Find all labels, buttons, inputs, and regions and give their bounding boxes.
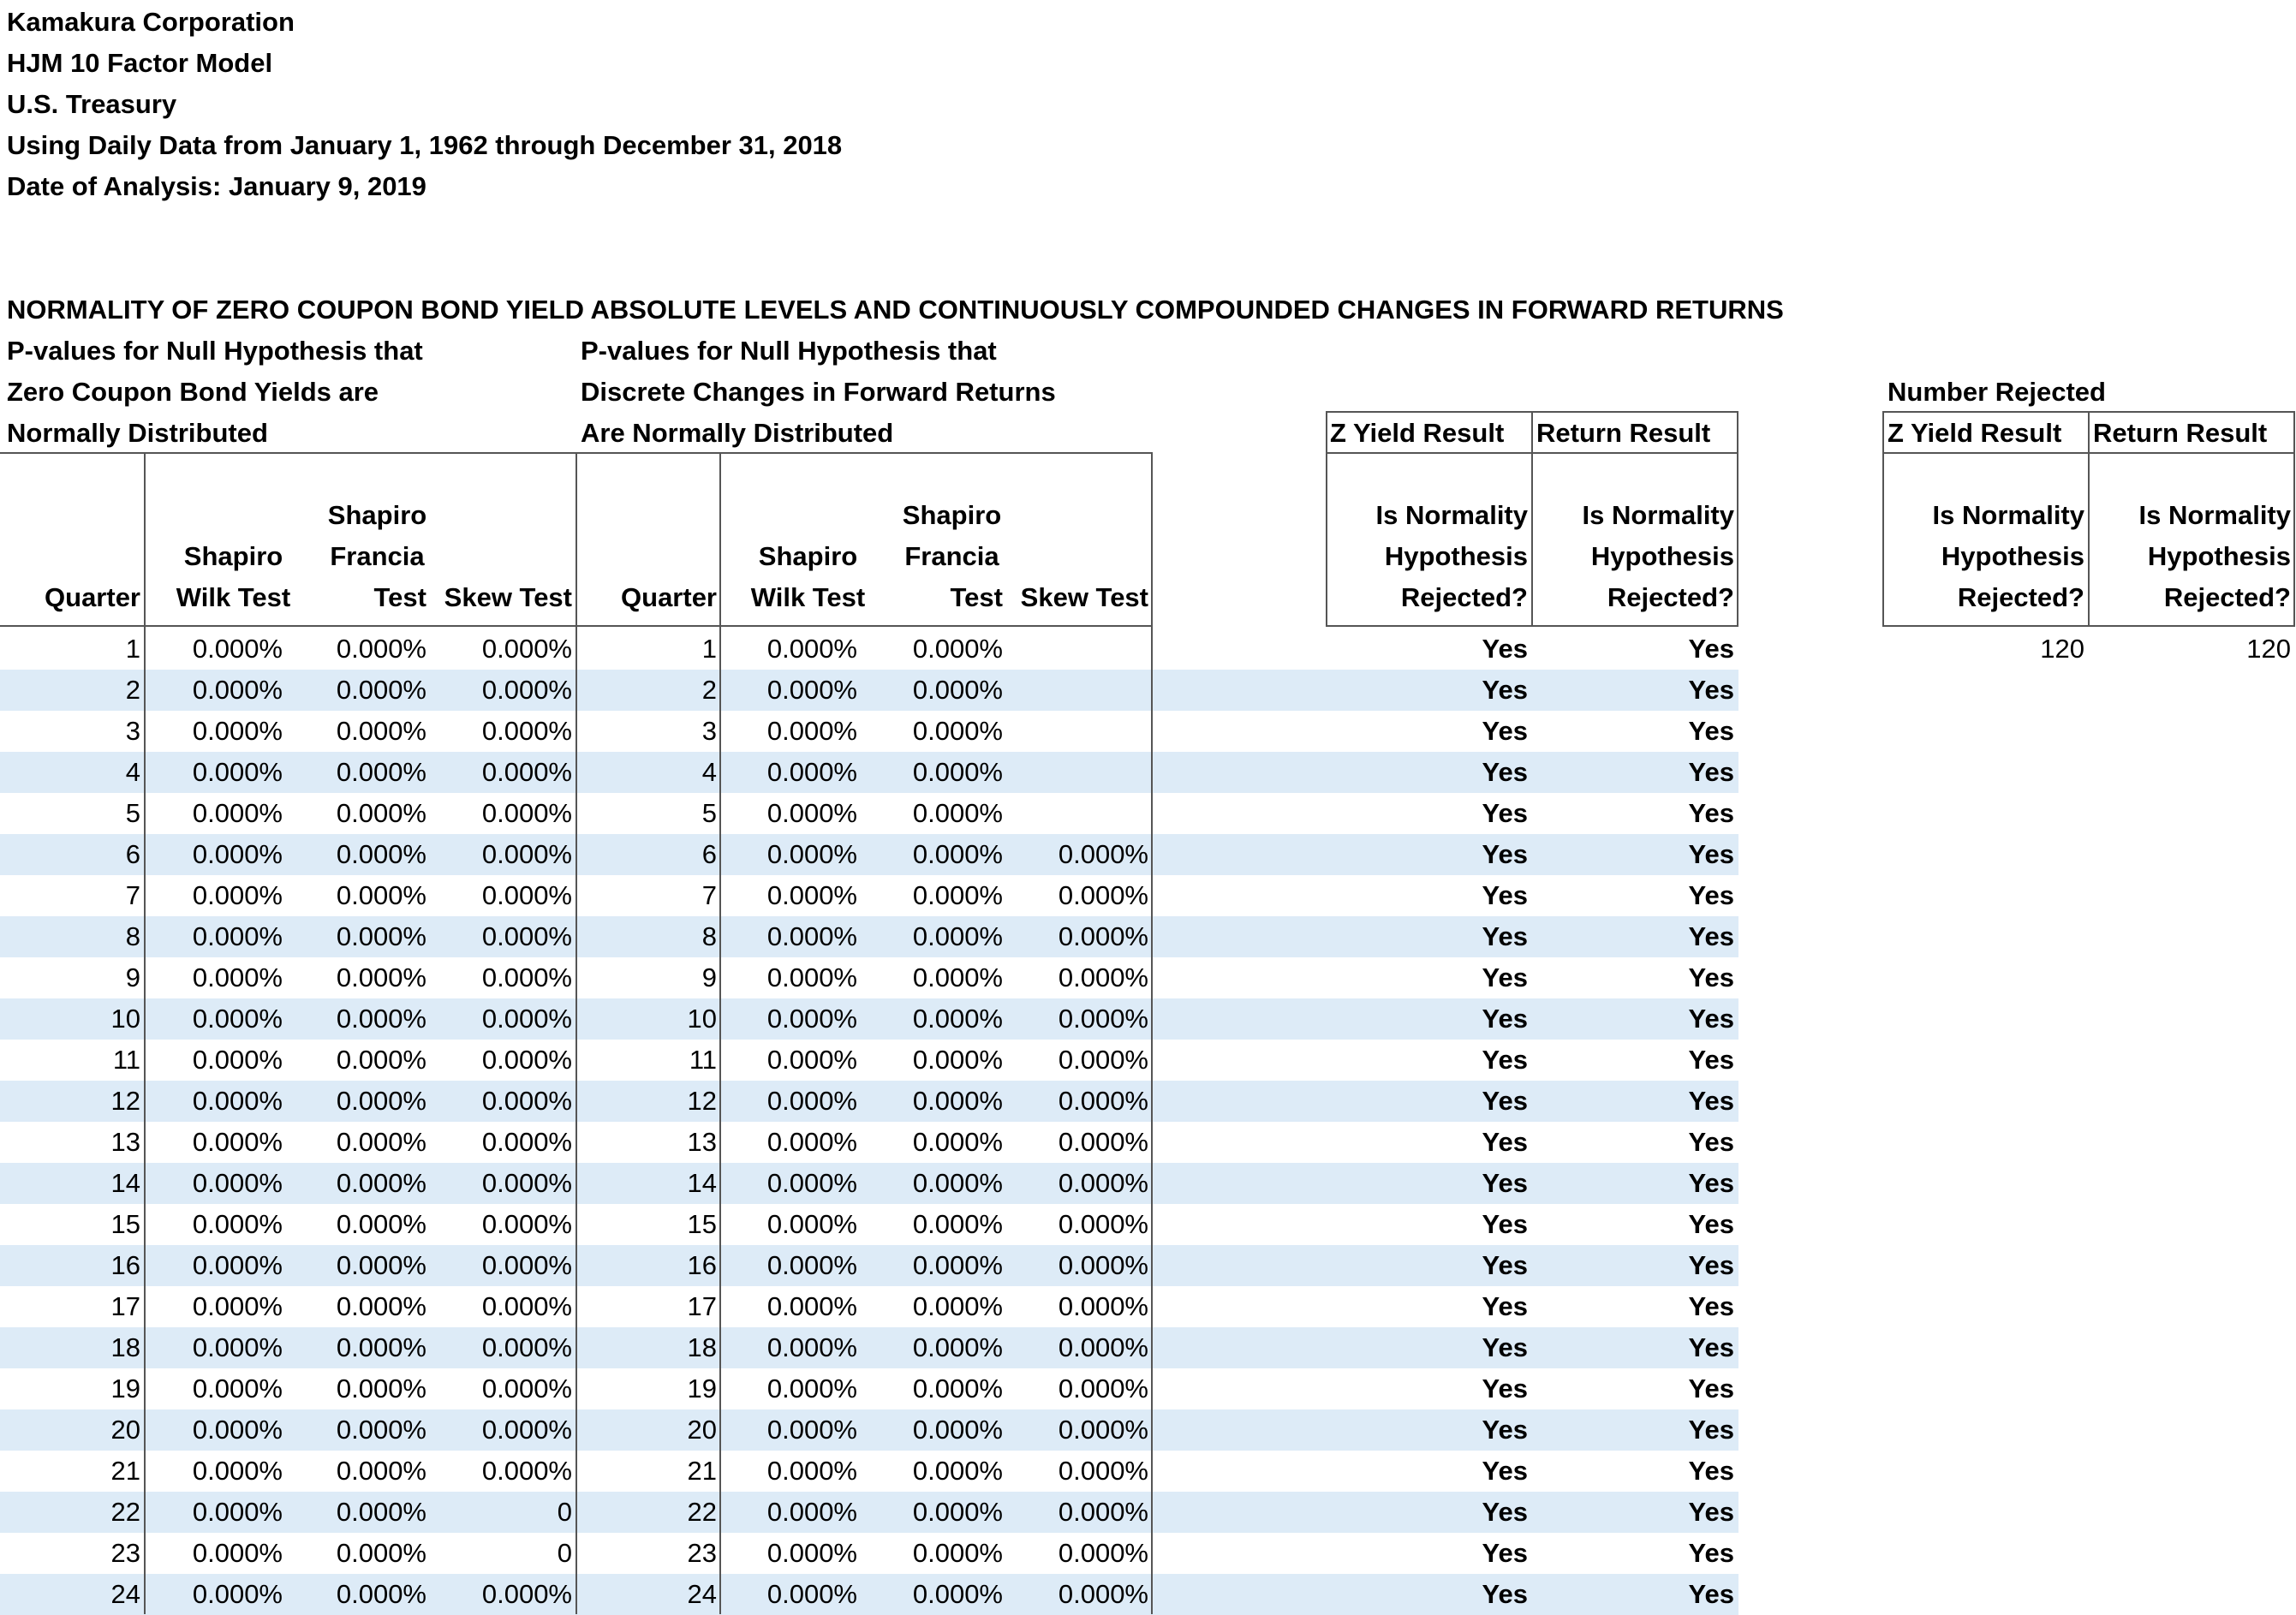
quarter-cell: 14 bbox=[110, 1168, 140, 1198]
grid-line bbox=[575, 452, 577, 1614]
skew-test-cell-2: 0.000% bbox=[1058, 1045, 1148, 1075]
shapiro-francia-header-2b: Francia bbox=[904, 541, 999, 571]
skew-test-cell-2: 0.000% bbox=[1058, 1374, 1148, 1403]
skew-test-cell-2 bbox=[1008, 670, 1148, 711]
z-yield-result-cell: Yes bbox=[1482, 1415, 1528, 1445]
z-yield-result-header: Z Yield Result bbox=[1330, 418, 1505, 448]
return-result-cell: Yes bbox=[1688, 1168, 1734, 1198]
shapiro-francia-cell: 0.000% bbox=[336, 1168, 426, 1198]
grid-line bbox=[1151, 452, 1153, 1614]
shapiro-wilk-cell: 0.000% bbox=[192, 1374, 283, 1403]
shapiro-francia-cell-2: 0.000% bbox=[912, 757, 1003, 787]
skew-test-cell: 0.000% bbox=[481, 921, 572, 951]
shapiro-francia-cell: 0.000% bbox=[336, 1374, 426, 1403]
return-result-cell: Yes bbox=[1688, 798, 1734, 828]
skew-test-cell: 0.000% bbox=[481, 675, 572, 705]
shapiro-wilk-cell-2: 0.000% bbox=[766, 1004, 857, 1034]
z-yield-result-cell: Yes bbox=[1482, 962, 1528, 992]
shapiro-wilk-cell-2: 0.000% bbox=[766, 962, 857, 992]
quarter-cell: 23 bbox=[110, 1538, 140, 1568]
number-box-border bbox=[1882, 411, 1884, 627]
shapiro-wilk-cell: 0.000% bbox=[192, 1291, 283, 1321]
skew-test-cell-2: 0.000% bbox=[1058, 921, 1148, 951]
skew-test-cell-2: 0.000% bbox=[1058, 1209, 1148, 1239]
shapiro-francia-cell-2: 0.000% bbox=[912, 1250, 1003, 1280]
quarter-cell: 5 bbox=[125, 798, 140, 828]
shapiro-wilk-cell: 0.000% bbox=[192, 1579, 283, 1609]
quarter-cell: 21 bbox=[110, 1456, 140, 1486]
quarter-header-2: Quarter bbox=[621, 582, 717, 612]
company-name: Kamakura Corporation bbox=[7, 7, 295, 37]
z-yield-result-cell: Yes bbox=[1482, 839, 1528, 869]
shapiro-francia-cell: 0.000% bbox=[336, 1045, 426, 1075]
shapiro-francia-cell-2: 0.000% bbox=[912, 675, 1003, 705]
skew-test-cell: 0.000% bbox=[481, 1168, 572, 1198]
quarter-cell: 24 bbox=[110, 1579, 140, 1609]
number-rejected-label: Number Rejected bbox=[1887, 377, 2106, 407]
quarter-cell-2: 22 bbox=[687, 1497, 717, 1527]
shapiro-francia-cell: 0.000% bbox=[336, 675, 426, 705]
return-result-header-2: Return Result bbox=[2093, 418, 2268, 448]
quarter-cell-2: 23 bbox=[687, 1538, 717, 1568]
quarter-cell-2: 11 bbox=[689, 1045, 717, 1075]
z-yield-result-cell: Yes bbox=[1482, 1332, 1528, 1362]
quarter-cell: 4 bbox=[125, 757, 140, 787]
shapiro-francia-cell-2: 0.000% bbox=[912, 921, 1003, 951]
return-result-cell: Yes bbox=[1688, 1415, 1734, 1445]
skew-test-cell: 0.000% bbox=[481, 1374, 572, 1403]
quarter-cell: 12 bbox=[110, 1086, 140, 1116]
shapiro-wilk-cell-2: 0.000% bbox=[766, 1291, 857, 1321]
shapiro-wilk-cell-2: 0.000% bbox=[766, 1086, 857, 1116]
skew-test-cell: 0.000% bbox=[481, 757, 572, 787]
shapiro-francia-cell-2: 0.000% bbox=[912, 1045, 1003, 1075]
z-yield-result-cell: Yes bbox=[1482, 880, 1528, 910]
skew-test-cell-2: 0.000% bbox=[1058, 1086, 1148, 1116]
analysis-date: Date of Analysis: January 9, 2019 bbox=[7, 171, 426, 201]
shapiro-francia-cell: 0.000% bbox=[336, 1579, 426, 1609]
section-title: NORMALITY OF ZERO COUPON BOND YIELD ABSOLUTE LEVELS AND CONTINUOUSLY COMPOUNDED CHANGES IN FORWARD RETURNS bbox=[7, 295, 1784, 325]
quarter-cell-2: 18 bbox=[687, 1332, 717, 1362]
shapiro-wilk-cell-2: 0.000% bbox=[766, 1209, 857, 1239]
skew-test-cell-2 bbox=[1008, 752, 1148, 793]
shapiro-wilk-cell: 0.000% bbox=[192, 1209, 283, 1239]
shapiro-francia-cell-2: 0.000% bbox=[912, 1127, 1003, 1157]
shapiro-wilk-cell-2: 0.000% bbox=[766, 880, 857, 910]
return-result-cell: Yes bbox=[1688, 634, 1734, 664]
is-normality-header-2b: Hypothesis bbox=[1590, 541, 1734, 571]
skew-test-cell-2: 0.000% bbox=[1058, 1291, 1148, 1321]
shapiro-francia-header-1: Shapiro bbox=[327, 500, 427, 530]
shapiro-francia-cell: 0.000% bbox=[336, 1497, 426, 1527]
z-yield-result-cell: Yes bbox=[1482, 921, 1528, 951]
quarter-cell-2: 24 bbox=[687, 1579, 717, 1609]
return-result-cell: Yes bbox=[1688, 1538, 1734, 1568]
quarter-cell: 18 bbox=[110, 1332, 140, 1362]
quarter-cell: 3 bbox=[125, 716, 140, 746]
shapiro-francia-cell-2: 0.000% bbox=[912, 1209, 1003, 1239]
skew-test-cell-2: 0.000% bbox=[1058, 1250, 1148, 1280]
z-yield-result-cell: Yes bbox=[1482, 1456, 1528, 1486]
shapiro-wilk-header-1b: Shapiro bbox=[758, 541, 858, 571]
shapiro-francia-header-3b: Test bbox=[950, 582, 1003, 612]
shapiro-francia-cell-2: 0.000% bbox=[912, 1456, 1003, 1486]
return-result-cell: Yes bbox=[1688, 1127, 1734, 1157]
shapiro-francia-cell-2: 0.000% bbox=[912, 1004, 1003, 1034]
skew-test-cell: 0.000% bbox=[481, 1579, 572, 1609]
is-normality-header-3b: Rejected? bbox=[1607, 582, 1734, 612]
quarter-cell-2: 10 bbox=[687, 1004, 717, 1034]
return-result-cell: Yes bbox=[1688, 880, 1734, 910]
quarter-cell: 19 bbox=[110, 1374, 140, 1403]
quarter-cell-2: 4 bbox=[701, 757, 717, 787]
shapiro-wilk-cell: 0.000% bbox=[192, 962, 283, 992]
return-result-cell: Yes bbox=[1688, 1004, 1734, 1034]
skew-test-cell: 0.000% bbox=[481, 1004, 572, 1034]
skew-test-cell: 0.000% bbox=[481, 1127, 572, 1157]
shapiro-francia-cell: 0.000% bbox=[336, 962, 426, 992]
shapiro-wilk-cell: 0.000% bbox=[192, 1538, 283, 1568]
quarter-cell-2: 1 bbox=[701, 634, 717, 664]
shapiro-francia-cell-2: 0.000% bbox=[912, 634, 1003, 664]
quarter-cell-2: 17 bbox=[687, 1291, 717, 1321]
shapiro-francia-cell: 0.000% bbox=[336, 1415, 426, 1445]
quarter-cell: 17 bbox=[110, 1291, 140, 1321]
quarter-cell: 1 bbox=[125, 634, 140, 664]
shapiro-francia-cell-2: 0.000% bbox=[912, 798, 1003, 828]
return-result-cell: Yes bbox=[1688, 1045, 1734, 1075]
quarter-cell-2: 5 bbox=[701, 798, 717, 828]
shapiro-francia-cell-2: 0.000% bbox=[912, 880, 1003, 910]
shapiro-wilk-cell-2: 0.000% bbox=[766, 1250, 857, 1280]
shapiro-wilk-cell: 0.000% bbox=[192, 1086, 283, 1116]
return-result-cell: Yes bbox=[1688, 1209, 1734, 1239]
number-rejected-z-yield: 120 bbox=[2040, 634, 2084, 664]
shapiro-wilk-cell-2: 0.000% bbox=[766, 839, 857, 869]
skew-test-cell-2: 0.000% bbox=[1058, 1579, 1148, 1609]
shapiro-wilk-cell-2: 0.000% bbox=[766, 1497, 857, 1527]
return-result-cell: Yes bbox=[1688, 1250, 1734, 1280]
skew-test-cell: 0.000% bbox=[481, 1456, 572, 1486]
shapiro-francia-header-2: Francia bbox=[330, 541, 425, 571]
skew-test-cell: 0.000% bbox=[481, 1291, 572, 1321]
shapiro-francia-cell: 0.000% bbox=[336, 1456, 426, 1486]
shapiro-francia-cell: 0.000% bbox=[336, 757, 426, 787]
shapiro-wilk-cell-2: 0.000% bbox=[766, 1127, 857, 1157]
skew-test-cell: 0.000% bbox=[481, 962, 572, 992]
skew-test-cell-2: 0.000% bbox=[1058, 880, 1148, 910]
shapiro-francia-cell: 0.000% bbox=[336, 1127, 426, 1157]
mid-caption-line: Are Normally Distributed bbox=[581, 418, 894, 448]
z-yield-result-cell: Yes bbox=[1482, 634, 1528, 664]
quarter-cell: 11 bbox=[112, 1045, 140, 1075]
is-normality-header-3: Rejected? bbox=[1400, 582, 1528, 612]
shapiro-francia-cell-2: 0.000% bbox=[912, 1291, 1003, 1321]
quarter-cell: 6 bbox=[125, 839, 140, 869]
shapiro-wilk-cell-2: 0.000% bbox=[766, 1538, 857, 1568]
left-caption-line: Normally Distributed bbox=[7, 418, 268, 448]
return-result-cell: Yes bbox=[1688, 962, 1734, 992]
model-name: HJM 10 Factor Model bbox=[7, 48, 273, 78]
quarter-cell: 22 bbox=[110, 1497, 140, 1527]
skew-test-cell: 0 bbox=[557, 1538, 572, 1568]
shapiro-francia-cell-2: 0.000% bbox=[912, 1538, 1003, 1568]
skew-test-cell: 0.000% bbox=[481, 634, 572, 664]
shapiro-francia-cell-2: 0.000% bbox=[912, 1415, 1003, 1445]
shapiro-francia-cell: 0.000% bbox=[336, 1291, 426, 1321]
shapiro-wilk-cell: 0.000% bbox=[192, 1456, 283, 1486]
shapiro-wilk-cell-2: 0.000% bbox=[766, 1415, 857, 1445]
return-result-cell: Yes bbox=[1688, 1579, 1734, 1609]
z-yield-result-cell: Yes bbox=[1482, 1250, 1528, 1280]
shapiro-wilk-header-2b: Wilk Test bbox=[750, 582, 866, 612]
return-result-cell: Yes bbox=[1688, 675, 1734, 705]
z-yield-result-cell: Yes bbox=[1482, 716, 1528, 746]
shapiro-wilk-cell-2: 0.000% bbox=[766, 757, 857, 787]
is-normality-header-1b: Is Normality bbox=[1582, 500, 1734, 530]
skew-test-cell-2: 0.000% bbox=[1058, 1004, 1148, 1034]
quarter-cell: 20 bbox=[110, 1415, 140, 1445]
z-yield-result-cell: Yes bbox=[1482, 1579, 1528, 1609]
shapiro-wilk-cell: 0.000% bbox=[192, 1250, 283, 1280]
skew-test-cell: 0.000% bbox=[481, 798, 572, 828]
quarter-cell-2: 21 bbox=[687, 1456, 717, 1486]
shapiro-francia-cell: 0.000% bbox=[336, 1538, 426, 1568]
shapiro-wilk-cell-2: 0.000% bbox=[766, 1374, 857, 1403]
shapiro-wilk-cell: 0.000% bbox=[192, 634, 283, 664]
grid-line bbox=[719, 452, 721, 1614]
z-yield-result-cell: Yes bbox=[1482, 1497, 1528, 1527]
mid-caption-line: P-values for Null Hypothesis that bbox=[581, 336, 997, 366]
quarter-cell: 10 bbox=[110, 1004, 140, 1034]
is-normality-header-3c: Rejected? bbox=[1957, 582, 2084, 612]
shapiro-francia-header-3: Test bbox=[373, 582, 426, 612]
skew-test-cell-2: 0.000% bbox=[1058, 1332, 1148, 1362]
shapiro-wilk-cell: 0.000% bbox=[192, 880, 283, 910]
left-caption-line: Zero Coupon Bond Yields are bbox=[7, 377, 379, 407]
skew-test-cell: 0.000% bbox=[481, 839, 572, 869]
quarter-cell-2: 13 bbox=[687, 1127, 717, 1157]
shapiro-wilk-cell-2: 0.000% bbox=[766, 798, 857, 828]
z-yield-result-cell: Yes bbox=[1482, 675, 1528, 705]
return-result-cell: Yes bbox=[1688, 757, 1734, 787]
shapiro-francia-cell: 0.000% bbox=[336, 1004, 426, 1034]
quarter-cell-2: 7 bbox=[701, 880, 717, 910]
shapiro-francia-cell: 0.000% bbox=[336, 1086, 426, 1116]
shapiro-francia-cell-2: 0.000% bbox=[912, 1374, 1003, 1403]
shapiro-wilk-cell-2: 0.000% bbox=[766, 1332, 857, 1362]
shapiro-wilk-cell: 0.000% bbox=[192, 1127, 283, 1157]
shapiro-francia-cell-2: 0.000% bbox=[912, 1332, 1003, 1362]
number-box-border bbox=[2088, 411, 2090, 627]
skew-test-cell-2: 0.000% bbox=[1058, 1497, 1148, 1527]
skew-test-cell: 0.000% bbox=[481, 716, 572, 746]
quarter-cell-2: 12 bbox=[687, 1086, 717, 1116]
shapiro-francia-cell: 0.000% bbox=[336, 798, 426, 828]
shapiro-francia-cell: 0.000% bbox=[336, 921, 426, 951]
shapiro-francia-cell: 0.000% bbox=[336, 634, 426, 664]
quarter-cell-2: 16 bbox=[687, 1250, 717, 1280]
skew-test-cell: 0 bbox=[557, 1497, 572, 1527]
shapiro-wilk-cell: 0.000% bbox=[192, 921, 283, 951]
skew-test-header-2: Skew Test bbox=[1020, 582, 1148, 612]
return-result-cell: Yes bbox=[1688, 1374, 1734, 1403]
is-normality-header-2: Hypothesis bbox=[1384, 541, 1528, 571]
quarter-cell-2: 9 bbox=[701, 962, 717, 992]
return-result-cell: Yes bbox=[1688, 1332, 1734, 1362]
number-box-border bbox=[2293, 411, 2295, 627]
quarter-cell: 2 bbox=[125, 675, 140, 705]
left-caption-line: P-values for Null Hypothesis that bbox=[7, 336, 423, 366]
shapiro-wilk-cell-2: 0.000% bbox=[766, 634, 857, 664]
skew-test-cell: 0.000% bbox=[481, 1415, 572, 1445]
return-result-cell: Yes bbox=[1688, 839, 1734, 869]
mid-caption-line: Discrete Changes in Forward Returns bbox=[581, 377, 1056, 407]
z-yield-result-cell: Yes bbox=[1482, 1209, 1528, 1239]
shapiro-wilk-cell-2: 0.000% bbox=[766, 921, 857, 951]
shapiro-wilk-cell-2: 0.000% bbox=[766, 1456, 857, 1486]
number-rejected-return: 120 bbox=[2246, 634, 2291, 664]
quarter-cell-2: 15 bbox=[687, 1209, 717, 1239]
is-normality-header-1: Is Normality bbox=[1375, 500, 1528, 530]
is-normality-header-1c: Is Normality bbox=[1932, 500, 2084, 530]
z-yield-result-cell: Yes bbox=[1482, 1538, 1528, 1568]
skew-test-cell-2 bbox=[1008, 793, 1148, 834]
z-yield-result-cell: Yes bbox=[1482, 1168, 1528, 1198]
shapiro-francia-cell-2: 0.000% bbox=[912, 962, 1003, 992]
shapiro-wilk-cell-2: 0.000% bbox=[766, 675, 857, 705]
shapiro-francia-cell: 0.000% bbox=[336, 839, 426, 869]
return-result-cell: Yes bbox=[1688, 921, 1734, 951]
is-normality-header-2c: Hypothesis bbox=[1941, 541, 2084, 571]
skew-test-cell-2: 0.000% bbox=[1058, 839, 1148, 869]
shapiro-francia-cell: 0.000% bbox=[336, 880, 426, 910]
quarter-cell: 9 bbox=[125, 962, 140, 992]
result-box-border bbox=[1531, 411, 1533, 627]
shapiro-wilk-cell: 0.000% bbox=[192, 1332, 283, 1362]
z-yield-result-cell: Yes bbox=[1482, 1374, 1528, 1403]
skew-test-cell-2 bbox=[1008, 629, 1148, 670]
shapiro-wilk-cell: 0.000% bbox=[192, 757, 283, 787]
return-result-header: Return Result bbox=[1536, 418, 1711, 448]
is-normality-header-3d: Rejected? bbox=[2163, 582, 2291, 612]
quarter-cell: 8 bbox=[125, 921, 140, 951]
skew-test-cell: 0.000% bbox=[481, 1086, 572, 1116]
shapiro-wilk-cell-2: 0.000% bbox=[766, 1045, 857, 1075]
skew-test-header: Skew Test bbox=[444, 582, 572, 612]
skew-test-cell-2: 0.000% bbox=[1058, 1168, 1148, 1198]
z-yield-result-cell: Yes bbox=[1482, 1045, 1528, 1075]
quarter-cell: 16 bbox=[110, 1250, 140, 1280]
shapiro-francia-cell-2: 0.000% bbox=[912, 839, 1003, 869]
skew-test-cell: 0.000% bbox=[481, 1332, 572, 1362]
z-yield-result-cell: Yes bbox=[1482, 757, 1528, 787]
quarter-cell-2: 20 bbox=[687, 1415, 717, 1445]
quarter-cell-2: 19 bbox=[687, 1374, 717, 1403]
z-yield-result-cell: Yes bbox=[1482, 1004, 1528, 1034]
quarter-cell-2: 2 bbox=[701, 675, 717, 705]
skew-test-cell: 0.000% bbox=[481, 1209, 572, 1239]
quarter-cell: 7 bbox=[125, 880, 140, 910]
market-name: U.S. Treasury bbox=[7, 89, 177, 119]
shapiro-wilk-cell: 0.000% bbox=[192, 839, 283, 869]
z-yield-result-cell: Yes bbox=[1482, 1291, 1528, 1321]
return-result-cell: Yes bbox=[1688, 1086, 1734, 1116]
shapiro-wilk-cell-2: 0.000% bbox=[766, 716, 857, 746]
shapiro-wilk-cell: 0.000% bbox=[192, 1168, 283, 1198]
skew-test-cell-2: 0.000% bbox=[1058, 1127, 1148, 1157]
shapiro-francia-cell: 0.000% bbox=[336, 1209, 426, 1239]
shapiro-francia-header-1b: Shapiro bbox=[902, 500, 1002, 530]
shapiro-francia-cell-2: 0.000% bbox=[912, 1579, 1003, 1609]
is-normality-header-2d: Hypothesis bbox=[2147, 541, 2291, 571]
is-normality-header-1d: Is Normality bbox=[2138, 500, 2291, 530]
result-box-border bbox=[1737, 411, 1738, 627]
shapiro-wilk-header-1: Shapiro bbox=[183, 541, 283, 571]
shapiro-francia-cell-2: 0.000% bbox=[912, 1086, 1003, 1116]
skew-test-cell-2: 0.000% bbox=[1058, 1456, 1148, 1486]
return-result-cell: Yes bbox=[1688, 1456, 1734, 1486]
z-yield-result-cell: Yes bbox=[1482, 1127, 1528, 1157]
skew-test-cell-2: 0.000% bbox=[1058, 1415, 1148, 1445]
shapiro-francia-cell-2: 0.000% bbox=[912, 716, 1003, 746]
skew-test-cell: 0.000% bbox=[481, 880, 572, 910]
shapiro-wilk-cell: 0.000% bbox=[192, 798, 283, 828]
quarter-cell-2: 3 bbox=[701, 716, 717, 746]
return-result-cell: Yes bbox=[1688, 716, 1734, 746]
z-yield-result-cell: Yes bbox=[1482, 1086, 1528, 1116]
shapiro-wilk-cell: 0.000% bbox=[192, 1497, 283, 1527]
quarter-cell: 15 bbox=[110, 1209, 140, 1239]
return-result-cell: Yes bbox=[1688, 1497, 1734, 1527]
shapiro-francia-cell: 0.000% bbox=[336, 1332, 426, 1362]
shapiro-wilk-cell-2: 0.000% bbox=[766, 1579, 857, 1609]
shapiro-wilk-cell: 0.000% bbox=[192, 1415, 283, 1445]
shapiro-francia-cell-2: 0.000% bbox=[912, 1168, 1003, 1198]
shapiro-wilk-cell: 0.000% bbox=[192, 675, 283, 705]
shapiro-francia-cell: 0.000% bbox=[336, 716, 426, 746]
quarter-header: Quarter bbox=[45, 582, 140, 612]
z-yield-result-header-2: Z Yield Result bbox=[1887, 418, 2062, 448]
return-result-cell: Yes bbox=[1688, 1291, 1734, 1321]
quarter-cell-2: 14 bbox=[687, 1168, 717, 1198]
data-range: Using Daily Data from January 1, 1962 through December 31, 2018 bbox=[7, 130, 843, 160]
z-yield-result-cell: Yes bbox=[1482, 798, 1528, 828]
skew-test-cell-2: 0.000% bbox=[1058, 962, 1148, 992]
skew-test-cell-2: 0.000% bbox=[1058, 1538, 1148, 1568]
skew-test-cell-2 bbox=[1008, 711, 1148, 752]
result-box-border bbox=[1326, 411, 1327, 627]
quarter-cell-2: 6 bbox=[701, 839, 717, 869]
skew-test-cell: 0.000% bbox=[481, 1045, 572, 1075]
shapiro-wilk-header-2: Wilk Test bbox=[176, 582, 291, 612]
quarter-cell-2: 8 bbox=[701, 921, 717, 951]
shapiro-wilk-cell: 0.000% bbox=[192, 1045, 283, 1075]
skew-test-cell: 0.000% bbox=[481, 1250, 572, 1280]
shapiro-francia-cell: 0.000% bbox=[336, 1250, 426, 1280]
shapiro-wilk-cell: 0.000% bbox=[192, 1004, 283, 1034]
shapiro-wilk-cell-2: 0.000% bbox=[766, 1168, 857, 1198]
shapiro-francia-cell-2: 0.000% bbox=[912, 1497, 1003, 1527]
grid-line bbox=[144, 452, 146, 1614]
shapiro-wilk-cell: 0.000% bbox=[192, 716, 283, 746]
quarter-cell: 13 bbox=[110, 1127, 140, 1157]
